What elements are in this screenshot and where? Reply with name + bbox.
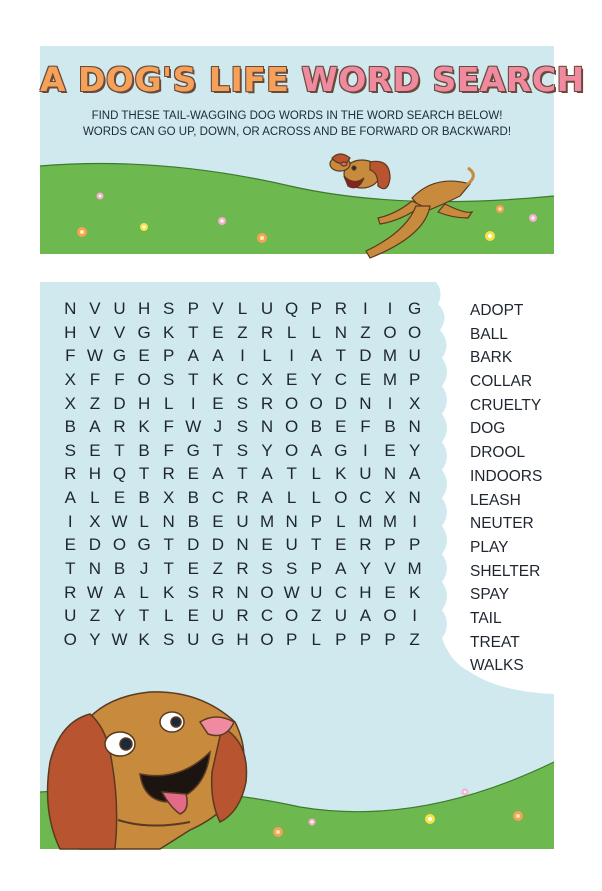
grid-letter[interactable]: T	[311, 535, 322, 555]
grid-letter[interactable]: R	[236, 559, 249, 579]
grid-letter[interactable]: E	[138, 346, 150, 366]
grid-letter[interactable]: C	[236, 369, 249, 389]
grid-letter[interactable]: R	[334, 299, 347, 318]
grid-letter[interactable]: J	[213, 417, 223, 437]
grid-letter[interactable]: R	[64, 582, 77, 602]
grid-letter[interactable]: S	[163, 629, 175, 649]
grid-letter[interactable]: N	[260, 417, 274, 437]
grid-letter[interactable]: M	[407, 559, 422, 579]
grid-letter[interactable]: L	[311, 322, 321, 342]
grid-letter[interactable]: H	[236, 629, 249, 649]
grid-letter[interactable]: E	[212, 322, 224, 342]
word-list-item: COLLAR	[470, 373, 533, 391]
grid-letter[interactable]: I	[412, 511, 417, 531]
grid-letter[interactable]: B	[138, 488, 150, 508]
grid-letter[interactable]: G	[407, 299, 422, 318]
grid-row	[58, 344, 428, 368]
word-list-item: ADOPT	[470, 302, 524, 319]
grid-row	[58, 297, 428, 321]
word-list-item: SPAY	[470, 586, 510, 604]
grid-letter[interactable]: U	[236, 511, 249, 531]
grid-letter[interactable]: A	[261, 464, 273, 484]
grid-letter[interactable]: C	[211, 488, 224, 508]
grid-letter[interactable]: Y	[359, 559, 372, 579]
page-title	[40, 60, 585, 99]
grid-letter[interactable]: W	[111, 511, 128, 531]
grid-letter[interactable]: I	[190, 393, 196, 413]
grid-letter[interactable]: S	[236, 440, 249, 460]
grid-letter[interactable]: U	[310, 582, 323, 602]
grid-letter[interactable]: B	[138, 440, 150, 460]
grid-letter[interactable]: P	[163, 346, 175, 366]
flower-icon	[513, 811, 523, 821]
grid-letter[interactable]: H	[137, 299, 151, 318]
grid-letter[interactable]: A	[212, 464, 224, 484]
word-list-item: LEASH	[470, 491, 521, 509]
grid-letter[interactable]: K	[138, 417, 150, 437]
grid-letter[interactable]: U	[260, 299, 274, 318]
grid-letter[interactable]: O	[260, 629, 274, 649]
grid-letter[interactable]: P	[310, 559, 322, 579]
grid-letter[interactable]: A	[113, 582, 126, 602]
grid-letter[interactable]: N	[162, 511, 175, 531]
grid-row	[58, 439, 428, 463]
grid-letter[interactable]: P	[285, 629, 298, 649]
grid-letter[interactable]: K	[408, 582, 421, 602]
grid-letter[interactable]: E	[187, 464, 199, 484]
grid-letter[interactable]: X	[408, 393, 421, 413]
grid-letter[interactable]: Y	[89, 629, 101, 649]
grid-letter[interactable]: R	[162, 464, 175, 484]
grid-letter[interactable]: O	[383, 606, 397, 626]
grid-letter[interactable]: C	[260, 606, 274, 626]
grid-letter[interactable]: E	[335, 535, 347, 555]
grid-letter[interactable]: P	[310, 299, 322, 318]
word-list-item: SHELTER	[470, 562, 541, 580]
grid-letter[interactable]: N	[64, 299, 77, 318]
grid-letter[interactable]: T	[65, 559, 76, 579]
instruction-line-1: FIND THESE TAIL-WAGGING DOG WORDS IN THE WORD SEARCH BELOW!	[91, 110, 503, 122]
grid-letter[interactable]: S	[236, 393, 249, 413]
grid-letter[interactable]: G	[186, 440, 200, 460]
flower-icon	[140, 223, 148, 231]
grid-letter[interactable]: Y	[261, 440, 273, 460]
grid-letter[interactable]: S	[187, 582, 199, 602]
grid-letter[interactable]: I	[363, 440, 368, 460]
grid-letter[interactable]: V	[89, 299, 101, 318]
grid-letter[interactable]: K	[163, 582, 175, 602]
grid-letter[interactable]: A	[310, 440, 322, 460]
header-panel	[40, 46, 585, 254]
grid-letter[interactable]: C	[334, 582, 347, 602]
grid-letter[interactable]: B	[187, 488, 199, 508]
grid-letter[interactable]: T	[335, 346, 347, 366]
grid-letter[interactable]: W	[185, 417, 202, 437]
grid-letter[interactable]: T	[138, 464, 150, 484]
grid-letter[interactable]: C	[359, 488, 372, 508]
flower-icon	[77, 227, 87, 237]
flower-icon	[529, 214, 537, 222]
grid-letter[interactable]: F	[65, 346, 76, 366]
grid-letter[interactable]: R	[260, 393, 274, 413]
grid-letter[interactable]: N	[408, 417, 421, 437]
grid-letter[interactable]: E	[113, 488, 126, 508]
grid-letter[interactable]: Q	[112, 464, 127, 484]
flower-icon	[97, 193, 104, 200]
grid-letter[interactable]: E	[384, 440, 396, 460]
grid-letter[interactable]: O	[285, 417, 299, 437]
grid-letter[interactable]: H	[137, 393, 151, 413]
grid-letter[interactable]: B	[64, 417, 76, 437]
grid-letter[interactable]: O	[285, 606, 299, 626]
grid-letter[interactable]: E	[64, 535, 76, 555]
grid-letter[interactable]: N	[359, 393, 372, 413]
grid-letter[interactable]: R	[211, 582, 224, 602]
grid-letter[interactable]: E	[384, 582, 396, 602]
grid-letter[interactable]: M	[382, 346, 398, 366]
grid-letter[interactable]: L	[163, 393, 174, 413]
grid-letter[interactable]: U	[334, 606, 347, 626]
grid-letter[interactable]: T	[188, 322, 199, 342]
grid-letter[interactable]: Y	[310, 369, 322, 389]
grid-letter[interactable]: S	[236, 417, 249, 437]
grid-letter[interactable]: E	[335, 417, 347, 437]
grid-letter[interactable]: P	[408, 535, 421, 555]
grid-letter[interactable]: T	[237, 464, 248, 484]
flower-icon	[485, 231, 495, 241]
grid-letter[interactable]: E	[89, 440, 101, 460]
grid-row	[58, 628, 428, 652]
grid-letter[interactable]: I	[289, 346, 294, 366]
grid-letter[interactable]: U	[211, 606, 224, 626]
grid-letter[interactable]: S	[163, 369, 175, 389]
grid-letter[interactable]: F	[163, 440, 174, 460]
word-list-item: CRUELTY	[470, 396, 542, 414]
grid-row	[58, 581, 428, 605]
grid-letter[interactable]: X	[384, 488, 396, 508]
flower-icon	[496, 205, 504, 213]
grid-row	[58, 510, 428, 534]
grid-letter[interactable]: A	[212, 346, 224, 366]
grass-hill	[40, 164, 554, 255]
grid-letter[interactable]: I	[387, 299, 393, 318]
word-list-item: DROOL	[470, 444, 526, 462]
grid-letter[interactable]: B	[113, 559, 126, 579]
grid-letter[interactable]: B	[384, 417, 396, 437]
grid-letter[interactable]: U	[113, 299, 126, 318]
grid-letter[interactable]: Y	[408, 440, 421, 460]
grid-letter[interactable]: P	[408, 369, 421, 389]
grid-letter[interactable]: P	[310, 511, 322, 531]
grid-letter[interactable]: N	[408, 488, 421, 508]
word-search-grid[interactable]	[58, 297, 428, 652]
grid-letter[interactable]: H	[88, 464, 102, 484]
grid-letter[interactable]: A	[64, 488, 76, 508]
grid-letter[interactable]: D	[187, 535, 200, 555]
grid-letter[interactable]: U	[64, 606, 77, 626]
grid-letter[interactable]: A	[89, 417, 101, 437]
grid-letter[interactable]: X	[261, 369, 273, 389]
grid-letter[interactable]: Z	[360, 322, 371, 342]
grid-letter[interactable]: Z	[89, 606, 101, 626]
grid-letter[interactable]: P	[384, 535, 396, 555]
grid-letter[interactable]: E	[187, 559, 199, 579]
grid-row	[58, 462, 428, 486]
grid-letter[interactable]: T	[114, 440, 125, 460]
flower-icon	[273, 827, 283, 837]
grid-letter[interactable]: T	[188, 369, 199, 389]
grid-row	[58, 604, 428, 628]
grid-letter[interactable]: O	[285, 440, 299, 460]
grid-letter[interactable]: N	[334, 322, 347, 342]
flower-icon	[309, 819, 316, 826]
word-list-item: NEUTER	[470, 515, 534, 533]
flower-icon	[257, 233, 267, 243]
grid-letter[interactable]: N	[88, 559, 102, 579]
grid-letter[interactable]: L	[286, 322, 297, 342]
grid-letter[interactable]: O	[407, 322, 422, 342]
grid-letter[interactable]: T	[163, 559, 174, 579]
grid-letter[interactable]: E	[261, 535, 273, 555]
instructions	[40, 108, 554, 140]
grid-letter[interactable]: P	[384, 629, 396, 649]
grid-row	[58, 415, 428, 439]
grid-letter[interactable]: E	[212, 393, 224, 413]
grid-row	[58, 533, 428, 557]
grid-letter[interactable]: G	[334, 440, 348, 460]
grid-letter[interactable]: S	[64, 440, 76, 460]
grid-letter[interactable]: I	[387, 393, 393, 413]
grid-letter[interactable]: P	[335, 629, 347, 649]
grid-letter[interactable]: Y	[113, 606, 126, 626]
grid-letter[interactable]: W	[86, 582, 103, 602]
grid-letter[interactable]: Z	[409, 629, 420, 649]
grid-letter[interactable]: O	[260, 582, 274, 602]
grid-letter[interactable]: Z	[89, 393, 101, 413]
instruction-line-2: WORDS CAN GO UP, DOWN, OR ACROSS AND BE FORWARD OR BACKWARD!	[82, 126, 512, 138]
title-part-a: A DOG'S LIFE	[40, 60, 302, 99]
grid-letter[interactable]: A	[310, 346, 322, 366]
grid-letter[interactable]: U	[187, 629, 200, 649]
grid-letter[interactable]: P	[359, 629, 372, 649]
grid-letter[interactable]: G	[137, 535, 151, 555]
grid-letter[interactable]: I	[240, 346, 245, 366]
grid-row	[58, 557, 428, 581]
grid-letter[interactable]: L	[311, 488, 321, 508]
grid-letter[interactable]: Z	[212, 559, 224, 579]
grid-letter[interactable]: W	[283, 582, 300, 602]
word-list-item: PLAY	[470, 538, 509, 556]
grid-letter[interactable]: A	[359, 606, 372, 626]
grid-letter[interactable]: K	[335, 464, 347, 484]
word-list-item: TAIL	[470, 609, 502, 627]
grid-letter[interactable]: V	[384, 559, 396, 579]
grid-row	[58, 321, 428, 345]
flower-icon	[218, 217, 226, 225]
grid-letter[interactable]: X	[89, 511, 101, 531]
grid-letter[interactable]: V	[89, 322, 101, 342]
grid-letter[interactable]: O	[63, 629, 77, 649]
grid-letter[interactable]: C	[334, 369, 347, 389]
grid-letter[interactable]: X	[64, 393, 76, 413]
grid-letter[interactable]: R	[64, 464, 77, 484]
grid-letter[interactable]: L	[336, 511, 346, 531]
grid-letter[interactable]: F	[89, 369, 101, 389]
grid-letter[interactable]: L	[311, 629, 321, 649]
grid-letter[interactable]: G	[211, 629, 225, 649]
grid-letter[interactable]: L	[237, 299, 248, 318]
grid-letter[interactable]: E	[212, 511, 224, 531]
grid-letter[interactable]: L	[311, 464, 321, 484]
grid-letter[interactable]: L	[139, 582, 149, 602]
grid-letter[interactable]: D	[211, 535, 224, 555]
grid-letter[interactable]: X	[64, 369, 76, 389]
grid-letter[interactable]: M	[382, 511, 398, 531]
word-list-item: INDOORS	[470, 467, 543, 485]
grid-letter[interactable]: H	[64, 322, 77, 342]
grid-letter[interactable]: A	[261, 488, 273, 508]
grid-letter[interactable]: W	[86, 346, 103, 366]
word-list-item: BALL	[470, 325, 508, 343]
grid-letter[interactable]: K	[163, 322, 175, 342]
grid-letter[interactable]: O	[137, 369, 151, 389]
grid-letter[interactable]: E	[285, 369, 298, 389]
grid-letter[interactable]: K	[138, 629, 150, 649]
grid-letter[interactable]: R	[236, 606, 249, 626]
grid-letter[interactable]: L	[286, 488, 297, 508]
grid-letter[interactable]: L	[90, 488, 100, 508]
grid-letter[interactable]: M	[382, 369, 398, 389]
grid-letter[interactable]: I	[363, 299, 368, 318]
grid-letter[interactable]: R	[236, 488, 249, 508]
grid-letter[interactable]: O	[309, 393, 323, 413]
grid-letter[interactable]: V	[113, 322, 126, 342]
grid-letter[interactable]: M	[358, 511, 373, 531]
grid-letter[interactable]: A	[408, 464, 421, 484]
grid-letter[interactable]: O	[112, 535, 127, 555]
grid-letter[interactable]: G	[112, 346, 127, 366]
grid-letter[interactable]: S	[163, 299, 175, 318]
grid-letter[interactable]: D	[88, 535, 102, 555]
grid-letter[interactable]: T	[163, 535, 174, 555]
title-part-b: WORD SEARCH	[301, 60, 585, 99]
grid-letter[interactable]: S	[285, 559, 298, 579]
grid-letter[interactable]: F	[163, 417, 174, 437]
grid-letter[interactable]: D	[334, 393, 347, 413]
grid-letter[interactable]: J	[139, 559, 149, 579]
word-list	[470, 299, 542, 678]
grid-letter[interactable]: N	[236, 535, 249, 555]
grid-letter[interactable]: N	[285, 511, 298, 531]
grid-letter[interactable]: B	[310, 417, 322, 437]
grid-letter[interactable]: A	[187, 346, 199, 366]
grid-letter[interactable]: B	[187, 511, 199, 531]
grid-letter[interactable]: U	[359, 464, 372, 484]
grid-letter[interactable]: Q	[285, 299, 299, 318]
grid-letter[interactable]: R	[113, 417, 126, 437]
grid-letter[interactable]: N	[236, 582, 249, 602]
grid-letter[interactable]: A	[335, 559, 347, 579]
grid-letter[interactable]: O	[334, 488, 348, 508]
grid-letter[interactable]: O	[285, 393, 299, 413]
grid-letter[interactable]: S	[261, 559, 273, 579]
grid-row	[58, 486, 428, 510]
grid-letter[interactable]: R	[260, 322, 274, 342]
word-list-item: BARK	[470, 349, 513, 367]
grid-letter[interactable]: Z	[237, 322, 248, 342]
grid-letter[interactable]: I	[412, 606, 417, 626]
grid-letter[interactable]: O	[383, 322, 397, 342]
grid-letter[interactable]: D	[113, 393, 126, 413]
grid-row	[58, 392, 428, 416]
grid-letter[interactable]: E	[187, 606, 199, 626]
word-list-item: DOG	[470, 420, 506, 438]
grid-letter[interactable]: P	[187, 299, 199, 318]
grid-letter[interactable]: V	[212, 299, 224, 318]
word-list-item: TREAT	[470, 633, 520, 651]
grid-letter[interactable]: T	[286, 464, 297, 484]
grid-letter[interactable]: W	[111, 629, 128, 649]
grid-letter[interactable]: L	[163, 606, 174, 626]
grid-letter[interactable]: T	[212, 440, 224, 460]
grid-letter[interactable]: N	[383, 464, 397, 484]
grid-letter[interactable]: U	[408, 346, 421, 366]
word-list-item: WALKS	[470, 657, 524, 675]
grid-letter[interactable]: K	[212, 369, 224, 389]
flower-icon	[425, 814, 435, 824]
grid-letter[interactable]: L	[139, 511, 149, 531]
grid-letter[interactable]: X	[163, 488, 175, 508]
grid-letter[interactable]: M	[259, 511, 275, 531]
grid-letter[interactable]: F	[114, 369, 125, 389]
grid-letter[interactable]: D	[359, 346, 372, 366]
grid-letter[interactable]: U	[285, 535, 298, 555]
grid-letter[interactable]: E	[359, 369, 372, 389]
grid-letter[interactable]: I	[67, 511, 73, 531]
grid-letter[interactable]: G	[137, 322, 151, 342]
grid-letter[interactable]: T	[138, 606, 150, 626]
grid-letter[interactable]: Z	[311, 606, 322, 626]
grid-letter[interactable]: R	[359, 535, 372, 555]
grid-letter[interactable]: F	[360, 417, 371, 437]
grid-letter[interactable]: H	[359, 582, 372, 602]
grid-letter[interactable]: L	[262, 346, 272, 366]
flower-icon	[462, 789, 469, 796]
grid-row	[58, 368, 428, 392]
